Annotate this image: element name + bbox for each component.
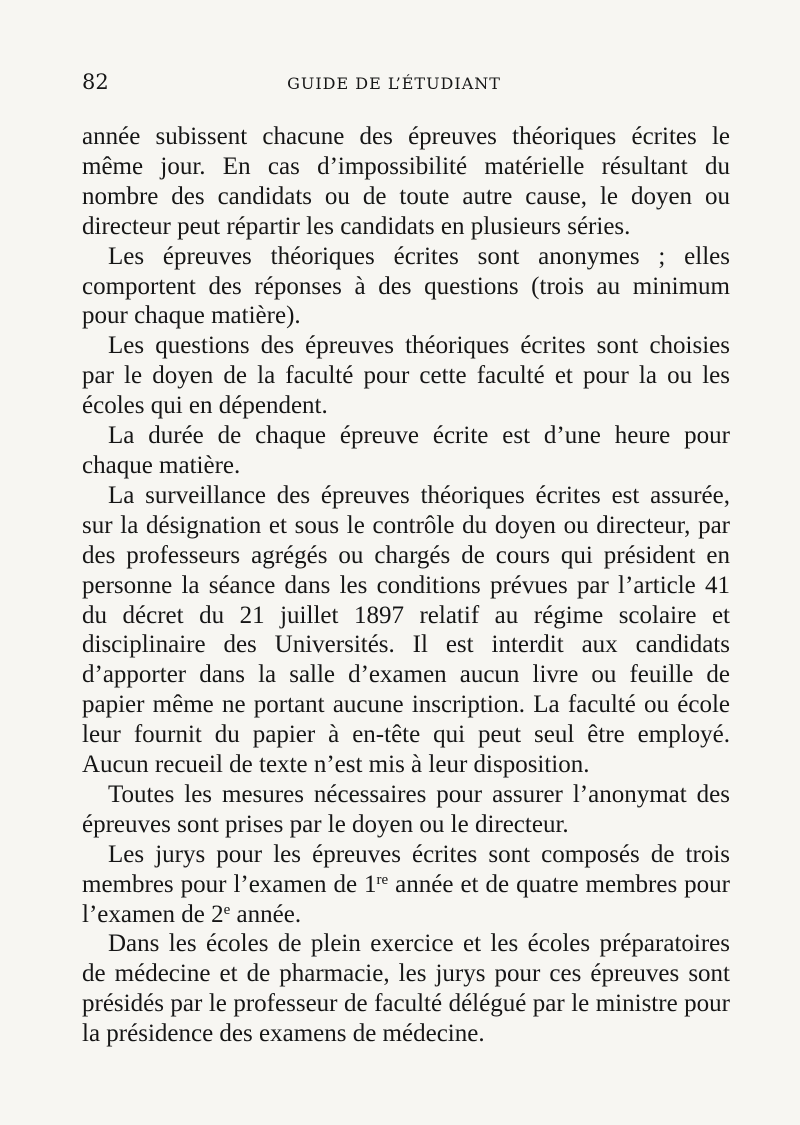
paragraph-text: La durée de chaque épreuve écrite est d’une heure pour chaque matière. bbox=[82, 422, 730, 479]
paragraph-text: Toutes les mesures nécessaires pour assurer l’anonymat des épreuves sont prises par le doyen ou le directeur. bbox=[82, 780, 730, 838]
ordinal-superscript: e bbox=[223, 901, 231, 918]
paragraph-text: Les épreuves théoriques écrites sont anonymes ; elles comportent des réponses à des questions (trois au minimum pour chaque matière). bbox=[82, 242, 730, 330]
paragraph bbox=[82, 840, 730, 930]
page-number: 82 bbox=[82, 70, 109, 94]
body-text bbox=[82, 122, 730, 1049]
paragraph-text: Dans les écoles de plein exercice et les écoles préparatoires de médecine et de pharmacie, les jurys pour ces épreuves sont présidés par le professeur de faculté délégué par le ministre pour la présidence des examens de médecine. bbox=[82, 930, 730, 1048]
paragraph bbox=[82, 780, 730, 840]
paragraph-text: La surveillance des épreuves théoriques écrites est assurée, sur la désignation et sous le contrôle du doyen ou directeur, par des professeurs agrégés ou chargés de cours qui président en personne la séance dans les conditions prévues par l’article 41 du décret du 21 juillet 1897 relatif au régime scolaire et disciplinaire des Universités. Il est interdit aux candidats d’apporter dans la salle d’examen aucun livre ou feuille de papier même ne portant aucune inscription. La faculté ou école leur fournit du papier à en-tête qui peut seul être employé. Aucun recueil de texte n’est mis à leur disposition. bbox=[82, 481, 730, 779]
paragraph-text: année. bbox=[230, 900, 302, 928]
paragraph-text: année subissent chacune des épreuves théoriques écrites le même jour. En cas d’impossibilité matérielle résultant du nombre des candidats ou de toute autre cause, le doyen ou directeur peut répartir les candidats en plusieurs séries. bbox=[82, 123, 730, 240]
paragraph bbox=[82, 331, 730, 421]
paragraph-text: Les jurys pour les épreuves écrites sont composés de trois membres pour l’examen de 1 bbox=[82, 840, 730, 898]
paragraph bbox=[82, 242, 730, 332]
paragraph-text: année et de quatre membres pour l’examen de 2 bbox=[82, 870, 730, 928]
running-header bbox=[82, 70, 730, 108]
paragraph bbox=[82, 421, 730, 481]
paragraph-text: Les questions des épreuves théoriques écrites sont choisies par le doyen de la faculté pour cette faculté et pour la ou les écoles qui en dépendent. bbox=[82, 332, 730, 420]
ordinal-superscript: re bbox=[376, 871, 389, 888]
paragraph bbox=[82, 122, 730, 242]
running-title: GUIDE DE L’ÉTUDIANT bbox=[287, 74, 501, 93]
paragraph bbox=[82, 481, 730, 780]
paragraph bbox=[82, 929, 730, 1049]
